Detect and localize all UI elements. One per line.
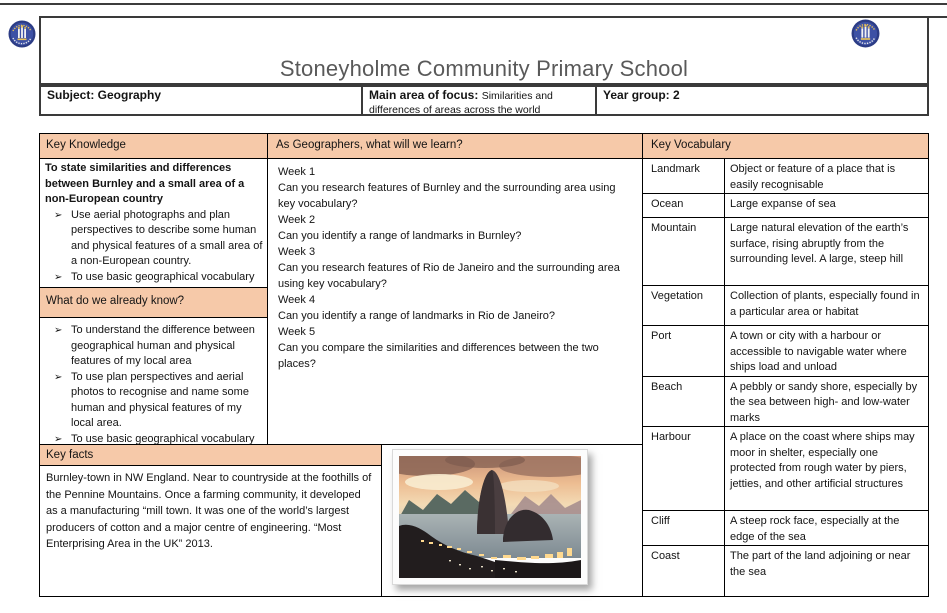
vocabulary-row	[643, 194, 928, 218]
vocabulary-table	[643, 159, 928, 596]
arrow-bullet-icon: ➢	[54, 271, 63, 283]
vocab-term: Cliff	[643, 511, 725, 545]
vocab-definition: The part of the land adjoining or near the sea	[730, 550, 911, 578]
week-block	[278, 292, 632, 324]
week-question: Can you research features of Burnley and the surrounding area using key vocabulary?	[278, 182, 616, 210]
vocab-definition: Object or feature of a place that is easily recognisable	[730, 163, 896, 191]
vocabulary-header: Key Vocabulary	[643, 134, 928, 159]
week-label: Week 2	[278, 214, 316, 226]
photo-cell	[382, 445, 643, 597]
bullet-item	[45, 323, 263, 370]
vocabulary-row	[643, 326, 928, 377]
key-knowledge-body	[40, 159, 267, 288]
bullet-item	[45, 370, 263, 432]
vocab-term: Harbour	[643, 427, 725, 510]
arrow-bullet-icon: ➢	[54, 209, 63, 221]
bullet-text: Use aerial photographs and plan perspectives to describe some human and physical features of a small area of a non-European country.	[71, 208, 263, 267]
title-box-extension-line	[929, 16, 947, 18]
focus-value: Similarities and differences of areas across the world	[369, 90, 553, 116]
vocab-term: Landmark	[643, 159, 725, 193]
vocabulary-row	[643, 546, 928, 596]
key-facts-body: Burnley-town in NW England. Near to countryside at the foothills of the Pennine Mountains. Once a farming community, it developed as a manufacturing “mill town. It was one of the world’s largest producers of cotton and a major centre of engineering. “Most Enterprising Area in the UK” 2013.	[46, 472, 372, 550]
week-question: Can you identify a range of landmarks in Rio de Janeiro?	[278, 310, 555, 322]
week-label: Week 1	[278, 166, 316, 178]
week-question: Can you compare the similarities and differences between the two places?	[278, 342, 599, 370]
bullet-item	[45, 270, 263, 286]
photo-frame	[392, 449, 588, 585]
week-block	[278, 324, 632, 372]
vocab-term: Port	[643, 326, 725, 376]
key-knowledge-column	[39, 133, 268, 445]
vocab-term: Coast	[643, 546, 725, 596]
week-label: Week 5	[278, 326, 316, 338]
vocab-definition: A pebbly or sandy shore, especially by the sea between high- and low-water marks	[730, 380, 918, 424]
bullet-text: To use plan perspectives and aerial photos to recognise and name some human and physical features of my local area.	[71, 370, 249, 429]
key-knowledge-objective: To state similarities and differences between Burnley and a small area of a non-European country	[45, 162, 245, 205]
title-box	[39, 16, 929, 85]
subject-cell: Subject: Geography	[39, 85, 363, 116]
arrow-bullet-icon: ➢	[54, 371, 63, 383]
vocabulary-row	[643, 511, 928, 546]
key-facts-section	[39, 445, 382, 597]
learning-header: As Geographers, what will we learn?	[268, 134, 642, 159]
focus-cell	[363, 85, 597, 116]
vocabulary-row	[643, 427, 928, 511]
bullet-text: To understand the difference between geographical human and physical features of my local area	[71, 324, 255, 367]
vocabulary-row	[643, 377, 928, 428]
vocab-definition: A town or city with a harbour or accessible to navigable water where ships load and unload	[730, 330, 907, 373]
vocab-definition: A steep rock face, especially at the edge of the sea	[730, 515, 900, 543]
vocab-term: Beach	[643, 377, 725, 427]
already-know-body	[40, 318, 267, 447]
vocabulary-column	[643, 133, 929, 597]
vocab-term: Vegetation	[643, 286, 725, 325]
vocabulary-row	[643, 159, 928, 194]
learning-body	[268, 159, 642, 372]
vocab-definition: Large expanse of sea	[730, 198, 836, 210]
bullet-item	[45, 208, 263, 270]
focus-label: Main area of focus:	[369, 88, 479, 102]
school-logo-icon	[8, 20, 36, 48]
vocabulary-row	[643, 218, 928, 286]
week-question: Can you research features of Rio de Janeiro and the surrounding area using key vocabulary?	[278, 262, 620, 290]
vocab-term: Mountain	[643, 218, 725, 285]
rio-sugarloaf-photo	[399, 456, 581, 578]
vocab-definition: Collection of plants, especially found in a particular area or habitat	[730, 290, 920, 318]
already-know-header: What do we already know?	[40, 288, 267, 318]
bullet-text: To use basic geographical vocabulary	[71, 432, 255, 445]
week-question: Can you identify a range of landmarks in Burnley?	[278, 230, 522, 242]
vocab-definition: Large natural elevation of the earth’s surface, rising abruptly from the surrounding level. A large, steep hill	[730, 222, 909, 265]
year-group-cell: Year group: 2	[597, 85, 929, 116]
key-facts-header: Key facts	[40, 445, 381, 466]
week-label: Week 4	[278, 294, 316, 306]
key-knowledge-header: Key Knowledge	[40, 134, 267, 159]
week-block	[278, 244, 632, 292]
week-block	[278, 212, 632, 244]
week-label: Week 3	[278, 246, 316, 258]
vocab-term: Ocean	[643, 194, 725, 217]
vocab-definition: A place on the coast where ships may moor in shelter, especially one protected from rough water by piers, jetties, and other artificial structures	[730, 431, 915, 490]
vocabulary-row	[643, 286, 928, 326]
page-title: Stoneyholme Community Primary School	[279, 56, 689, 81]
arrow-bullet-icon: ➢	[54, 433, 63, 445]
arrow-bullet-icon: ➢	[54, 325, 63, 336]
week-block	[278, 164, 632, 212]
learning-column	[268, 133, 643, 445]
top-rule-divider	[0, 3, 947, 5]
bullet-text: To use basic geographical vocabulary	[71, 270, 255, 283]
